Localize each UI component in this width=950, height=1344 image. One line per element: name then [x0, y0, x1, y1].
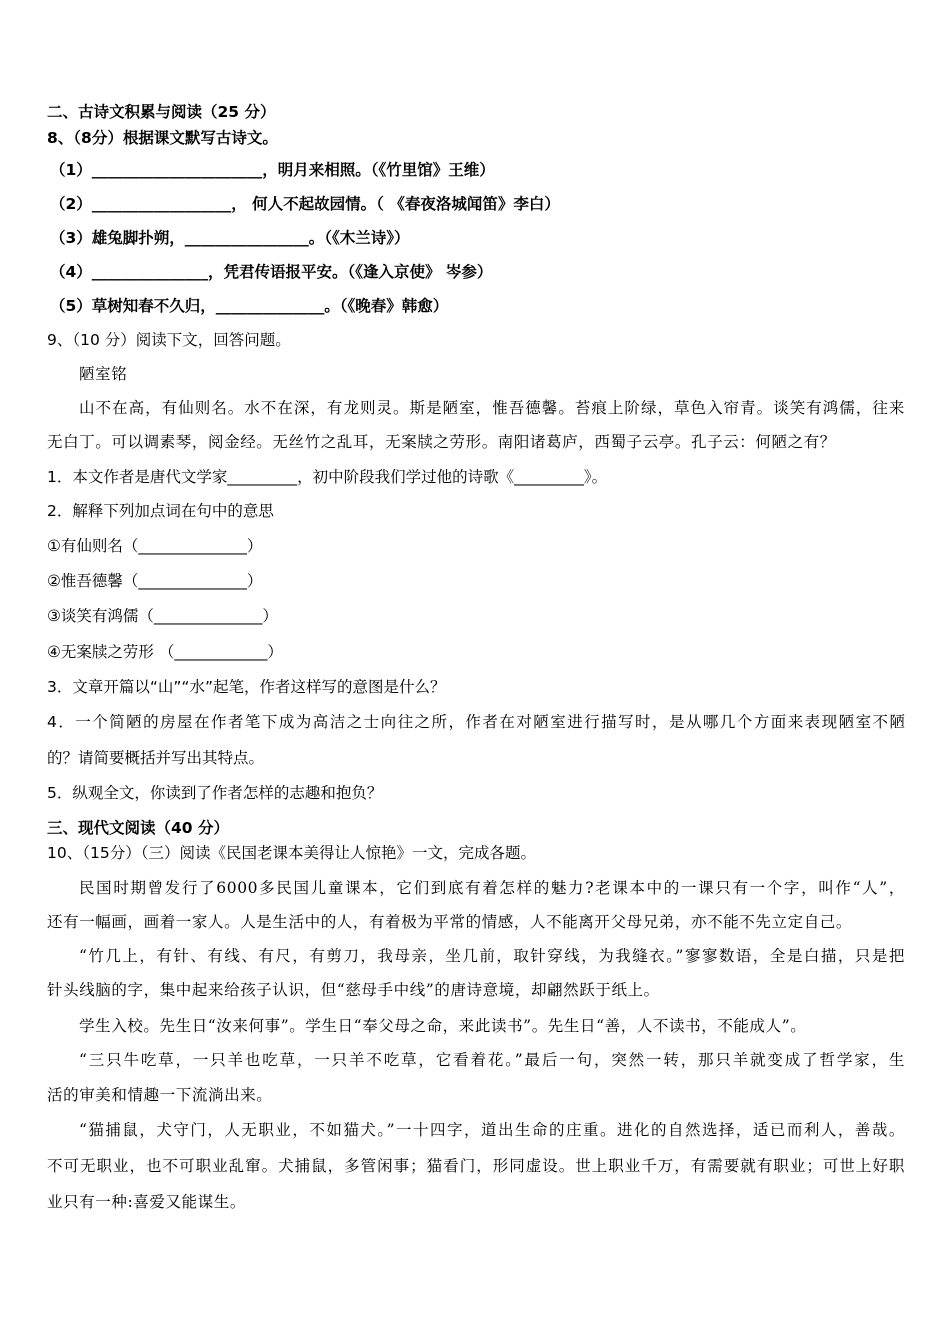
q8-item-2: （2）__________________， 何人不起故园情。（ 《春夜洛城闻笛》李白） — [50, 195, 560, 213]
q8-item-3: （3）雄兔脚扑朔，________________。（《木兰诗》） — [50, 229, 410, 247]
explain-4: ④无案牍之劳形 （____________） — [47, 643, 283, 661]
q10-title: 10、（15分）（三）阅读《民国老课本美得让人惊艳》一文，完成各题。 — [47, 844, 536, 862]
p2-line-2: 针头线脑的字，集中起来给孩子认识，但“慈母手中线”的唐诗意境，却翩然跃于纸上。 — [47, 981, 660, 999]
p1-line-2: 还有一幅画，画着一家人。人是生活中的人，有着极为平常的情感，人不能离开父母兄弟，亦不能不先立定自己。 — [47, 913, 853, 931]
section2-heading: 二、古诗文积累与阅读（25 分） — [47, 103, 276, 121]
q9-sub2: 2．解释下列加点词在句中的意思 — [47, 502, 274, 520]
q9-title: 9、（10 分）阅读下文，回答问题。 — [47, 331, 291, 349]
p2-line-1: “竹几上，有针、有线、有尺，有剪刀，我母亲，坐几前，取针穿线，为我缝衣。”寥寥数语，全是白描，只是把 — [79, 947, 905, 965]
p4-line-2: 活的审美和情趣一下流淌出来。 — [47, 1086, 273, 1104]
passage-line-2: 无白丁。可以调素琴，阅金经。无丝竹之乱耳，无案牍之劳形。南阳诸葛庐，西蜀子云亭。孔子云：何陋之有？ — [47, 433, 836, 451]
p5-line-1: “猫捕鼠，犬守门，人无职业，不如猫犬。”一十四字，道出生命的庄重。进化的自然选择，适已而利人，善哉。 — [79, 1121, 905, 1139]
q9-sub5: 5．纵观全文，你读到了作者怎样的志趣和抱负？ — [47, 784, 383, 802]
passage-line-1: 山不在高，有仙则名。水不在深，有龙则灵。斯是陋室，惟吾德馨。苔痕上阶绿，草色入帘青。谈笑有鸿儒，往来 — [79, 399, 905, 417]
q9-sub4-line-2: 的？请简要概括并写出其特点。 — [47, 749, 265, 767]
q8-item-5: （5）草树知春不久归，______________。（《晚春》韩愈） — [50, 297, 449, 315]
q9-sub1: 1．本文作者是唐代文学家_________，初中阶段我们学过他的诗歌《_________》。 — [47, 468, 608, 486]
p3-line-1: 学生入校。先生日“汝来何事”。学生日“奉父母之命，来此读书”。先生日“善，人不读书，不能成人”。 — [79, 1017, 807, 1035]
q8-title: 8、（8分）根据课文默写古诗文。 — [47, 129, 278, 147]
p5-line-3: 业只有一种:喜爱又能谋生。 — [47, 1193, 247, 1211]
explain-3: ③谈笑有鸿儒（______________） — [47, 607, 278, 625]
p5-line-2: 不可无职业，也不可职业乱窜。犬捕鼠，多管闲事；猫看门，形同虚设。世上职业千万，有需要就有职业；可世上好职 — [47, 1157, 905, 1175]
section3-heading: 三、现代文阅读（40 分） — [47, 819, 229, 837]
q9-sub3: 3．文章开篇以“山”“水”起笔，作者这样写的意图是什么？ — [47, 678, 446, 696]
q9-sub4-line-1: 4．一个简陋的房屋在作者笔下成为高洁之士向往之所，作者在对陋室进行描写时，是从哪几个方面来表现陋室不陋 — [47, 713, 905, 731]
explain-2: ②惟吾德馨（______________） — [47, 572, 263, 590]
p4-line-1: “三只牛吃草，一只羊也吃草，一只羊不吃草，它看着花。”最后一句，突然一转，那只羊就变成了哲学家，生 — [79, 1051, 905, 1069]
q8-item-4: （4）_______________，凭君传语报平安。（《逢入京使》 岑参） — [50, 263, 493, 281]
q8-item-1: （1）______________________，明月来相照。（《竹里馆》王维） — [50, 161, 495, 179]
passage-title: 陋室铭 — [79, 365, 128, 383]
explain-1: ①有仙则名（______________） — [47, 537, 263, 555]
p1-line-1: 民国时期曾发行了6000多民国儿童课本，它们到底有着怎样的魅力?老课本中的一课只有一个字，叫作“人”， — [79, 879, 905, 897]
